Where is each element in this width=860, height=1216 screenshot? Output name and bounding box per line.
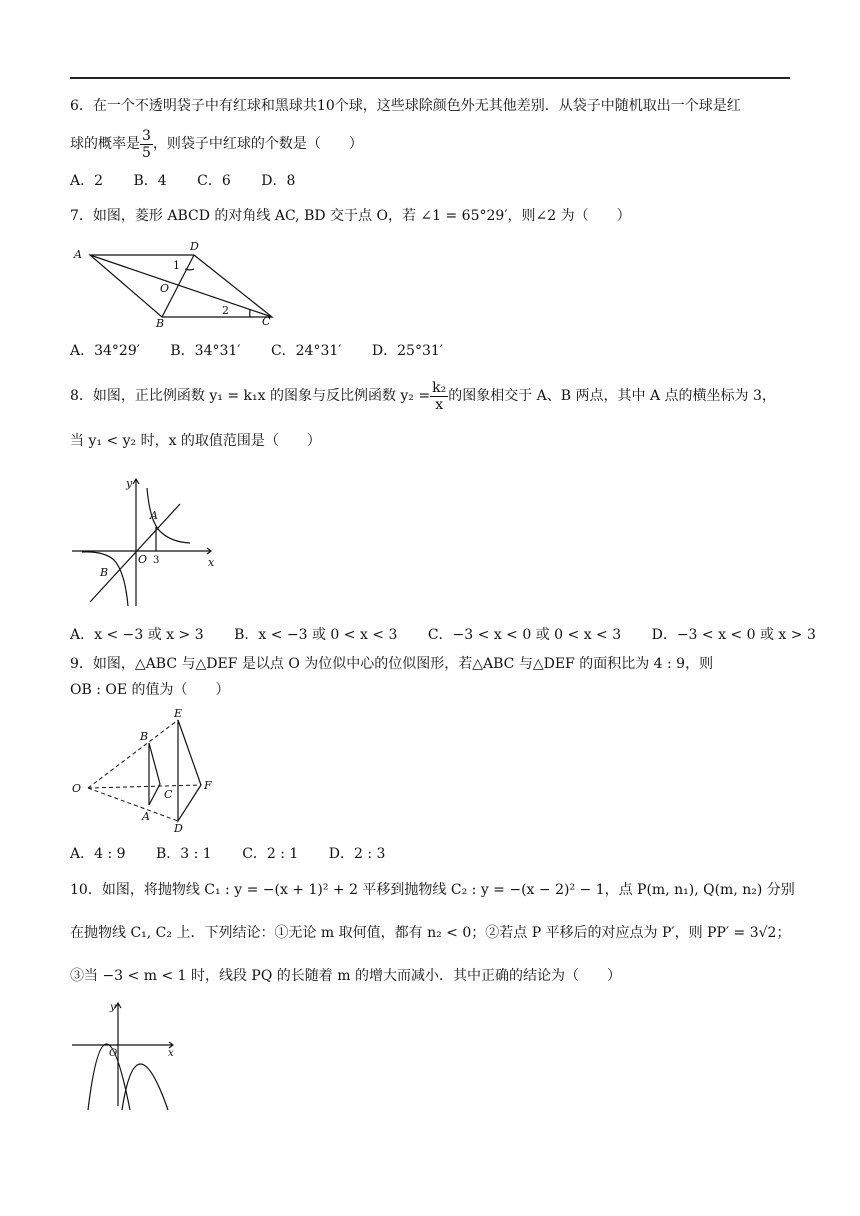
q7-options [70, 341, 469, 361]
label-O: O [109, 1048, 118, 1059]
q9-option-c: C．2 : 1 [242, 846, 299, 862]
q6-line2b: ，则袋子中红球的个数是（ ） [152, 136, 363, 152]
q6-line2 [70, 126, 363, 162]
q10-parabola-figure [70, 998, 180, 1113]
q8-frac-den: x [435, 396, 444, 413]
label-D: D [190, 240, 199, 253]
q6-frac-num: 3 [142, 127, 151, 144]
q6-option-d: D．8 [261, 173, 296, 189]
label-O: O [160, 282, 170, 295]
label-3: 3 [153, 555, 160, 566]
proportional-line [90, 504, 180, 602]
q6-line1: 6．在一个不透明袋子中有红球和黑球共10个球，这些球除颜色外无其他差别．从袋子中随机取出一个球是红 [70, 98, 741, 114]
label-C: C [164, 788, 173, 801]
label-A: A [74, 248, 82, 261]
label-A: A [150, 509, 158, 522]
label-y: y [110, 1002, 116, 1013]
label-y: y [126, 477, 133, 490]
label-B: B [156, 317, 165, 330]
q9-line1: 9．如图，△ABC 与△DEF 是以点 O 为位似中心的位似图形，若△ABC 与△DEF 的面积比为 4 : 9，则 [70, 656, 714, 672]
label-angle1: 1 [173, 259, 180, 272]
label-B: B [140, 730, 149, 743]
label-angle2: 2 [222, 304, 229, 317]
q7-rhombus-figure [66, 238, 286, 330]
q8-frac-num: k₂ [432, 379, 447, 396]
q8-line1 [70, 378, 776, 414]
q9-option-a: A．4 : 9 [70, 846, 126, 862]
q10-line2: 在抛物线 C₁, C₂ 上．下列结论：①无论 m 取何值，都有 n₂ < 0；②若点 P 平移后的对应点为 P′，则 PP′ = 3√2； [70, 925, 791, 941]
q8-graph-figure [70, 472, 220, 612]
q10-line3: ③当 −3 < m < 1 时，线段 PQ 的长随着 m 的增大而减小．其中正确的结论为（ ） [70, 968, 621, 984]
q8-option-b: B．x < −3 或 0 < x < 3 [234, 627, 398, 643]
q7-option-b: B．34°31′ [170, 343, 241, 359]
q9-options [70, 844, 411, 864]
label-B: B [100, 566, 109, 579]
label-x: x [208, 556, 215, 569]
q8-line2: 当 y₁ < y₂ 时，x 的取值范围是（ ） [70, 433, 321, 449]
triangle-def [178, 720, 201, 821]
diagonal-ac [90, 255, 272, 317]
label-O: O [138, 553, 148, 566]
q7-option-c: C．24°31′ [270, 343, 342, 359]
q8-line1a: 8．如图，正比例函数 y₁ = k₁x 的图象与反比例函数 y₂ = [70, 388, 431, 404]
q6-option-a: A．2 [70, 173, 104, 189]
label-D: D [174, 822, 183, 835]
label-E: E [174, 707, 183, 720]
q6-option-b: B．4 [133, 173, 167, 189]
q8-option-c: C．−3 < x < 0 或 0 < x < 3 [427, 627, 622, 643]
q7-option-a: A．34°29′ [70, 343, 140, 359]
q6-frac-den: 5 [142, 144, 151, 161]
label-A: A [142, 810, 150, 823]
header-rule [70, 77, 790, 79]
q6-line2a: 球的概率是 [70, 136, 140, 152]
q8-option-d: D．−3 < x < 0 或 x > 3 [651, 627, 816, 643]
q7-text: 7．如图，菱形 ABCD 的对角线 AC, BD 交于点 O，若 ∠1 = 65°29′，则∠2 为（ ） [70, 208, 631, 224]
label-x: x [168, 1048, 174, 1059]
ray-oe [88, 720, 178, 788]
angle1-arc [185, 269, 194, 270]
q10-line1: 10．如图，将抛物线 C₁ : y = −(x + 1)² + 2 平移到抛物线 C₂ : y = −(x − 2)² − 1，点 P(m, n₁), Q(m, n₂) 分别 [70, 882, 795, 898]
ray-of [88, 785, 201, 788]
q8-options [70, 625, 842, 645]
q7-option-d: D．25°31′ [371, 343, 443, 359]
label-C: C [262, 315, 271, 328]
q8-option-a: A．x < −3 或 x > 3 [70, 627, 204, 643]
q6-options [70, 171, 321, 191]
label-O: O [72, 782, 82, 795]
q9-line2: OB : OE 的值为（ ） [70, 682, 230, 698]
q6-fraction [140, 128, 153, 161]
q8-line1b: 的图象相交于 A、B 两点，其中 A 点的横坐标为 3， [448, 388, 776, 404]
q8-fraction [430, 380, 448, 413]
q6-option-c: C．6 [197, 173, 231, 189]
label-F: F [204, 779, 212, 792]
q9-homothety-figure [68, 706, 218, 836]
q9-option-d: D．2 : 3 [328, 846, 386, 862]
q9-option-b: B．3 : 1 [156, 846, 212, 862]
triangle-abc-sides [149, 743, 160, 805]
